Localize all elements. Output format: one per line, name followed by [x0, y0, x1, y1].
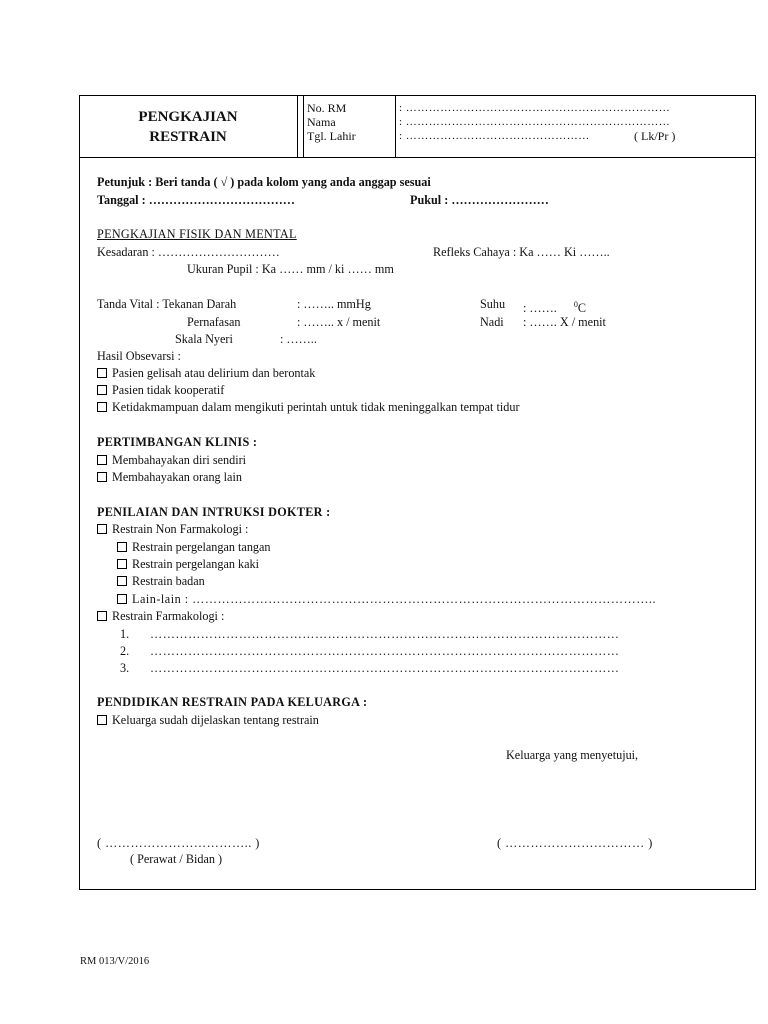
no-rm-field[interactable]: : …………………………………………………………… — [399, 102, 671, 114]
non-farmakologi-item[interactable] — [117, 574, 205, 589]
header-label-tgl-lahir: Tgl. Lahir — [307, 129, 356, 143]
keluarga-item-label: Keluarga sudah dijelaskan tentang restrain — [112, 713, 319, 727]
farmakologi-number: 2. — [120, 644, 130, 658]
gender-option[interactable]: ( Lk/Pr ) — [634, 129, 676, 143]
footer-form-code: RM 013/V/2016 — [80, 956, 150, 967]
klinis-heading: PERTIMBANGAN KLINIS : — [97, 435, 258, 449]
checkbox-icon[interactable] — [97, 368, 107, 378]
observasi-item-label: Ketidakmampuan dalam mengikuti perintah untuk tidak meninggalkan tempat tidur — [112, 400, 520, 414]
header-label-nama: Nama — [307, 115, 336, 129]
suhu-unit-sup: 0 — [573, 300, 578, 309]
checkbox-icon[interactable] — [97, 472, 107, 482]
non-farmakologi-option[interactable] — [97, 522, 248, 537]
checkbox-icon[interactable] — [97, 385, 107, 395]
klinis-item[interactable] — [97, 453, 246, 468]
nama-field[interactable]: : …………………………………………………………… — [399, 116, 671, 128]
signature-left-field[interactable]: ( …………………………….. ) — [97, 836, 260, 850]
header-title-divider-inner — [303, 95, 304, 157]
header-divider — [79, 157, 756, 158]
header-label-no-rm: No. RM — [307, 101, 347, 115]
non-farmakologi-item-label: Restrain badan — [132, 574, 205, 588]
form-title — [78, 107, 298, 147]
farmakologi-line-field[interactable]: ………………………………………………………………………………………………… — [150, 644, 620, 658]
farmakologi-number: 3. — [120, 661, 130, 675]
observasi-item-label: Pasien tidak kooperatif — [112, 383, 225, 397]
pernafasan-label: Pernafasan — [187, 315, 241, 329]
non-farmakologi-item[interactable] — [117, 540, 271, 555]
farmakologi-number: 1. — [120, 627, 130, 641]
skala-nyeri-field[interactable]: : …….. — [280, 332, 317, 346]
checkbox-icon[interactable] — [97, 715, 107, 725]
dokter-heading: PENILAIAN DAN INTRUKSI DOKTER : — [97, 505, 331, 519]
form-title-line2: RESTRAIN — [149, 129, 227, 145]
farmakologi-option[interactable] — [97, 609, 224, 624]
observasi-item[interactable] — [97, 400, 520, 415]
fisik-heading: PENGKAJIAN FISIK DAN MENTAL — [97, 227, 297, 241]
non-farmakologi-item-label: Restrain pergelangan kaki — [132, 557, 260, 571]
hasil-observasi-label: Hasil Obsevarsi : — [97, 349, 181, 363]
checkbox-icon[interactable] — [117, 594, 127, 604]
suhu-unit-letter: C — [577, 301, 587, 316]
lain-lain-option[interactable] — [117, 592, 656, 607]
checkbox-icon[interactable] — [117, 542, 127, 552]
pukul-field[interactable]: Pukul : …………………… — [410, 193, 549, 207]
skala-nyeri-label: Skala Nyeri — [175, 332, 233, 346]
nadi-field[interactable]: : ……. X / menit — [523, 315, 606, 329]
signature-right-field[interactable]: ( …………………………… ) — [497, 836, 653, 850]
non-farmakologi-item-label: Restrain pergelangan tangan — [132, 540, 271, 554]
farmakologi-label: Restrain Farmakologi : — [112, 609, 225, 623]
suhu-unit — [574, 301, 586, 315]
tanggal-field[interactable]: Tanggal : ……………………………… — [97, 193, 295, 207]
farmakologi-line-field[interactable]: ………………………………………………………………………………………………… — [150, 627, 620, 641]
instruction-text: Petunjuk : Beri tanda ( √ ) pada kolom yang anda anggap sesuai — [97, 175, 431, 189]
non-farmakologi-item[interactable] — [117, 557, 259, 572]
nadi-label: Nadi — [480, 315, 504, 329]
ukuran-pupil-field[interactable]: Ukuran Pupil : Ka …… mm / ki …… mm — [187, 262, 394, 276]
tgl-lahir-field[interactable]: : ………………………………………… — [399, 130, 590, 142]
farmakologi-line-field[interactable]: ………………………………………………………………………………………………… — [150, 661, 620, 675]
tekanan-darah-field[interactable]: : …….. mmHg — [297, 297, 371, 311]
observasi-item[interactable] — [97, 366, 315, 381]
non-farmakologi-label: Restrain Non Farmakologi : — [112, 522, 249, 536]
suhu-label: Suhu — [480, 297, 506, 311]
checkbox-icon[interactable] — [97, 402, 107, 412]
suhu-field[interactable] — [523, 297, 586, 316]
refleks-cahaya-field[interactable]: Refleks Cahaya : Ka …… Ki …….. — [433, 245, 610, 259]
header-field-divider — [395, 95, 396, 157]
signature-left-caption: ( Perawat / Bidan ) — [130, 852, 223, 866]
lain-lain-field[interactable]: Lain-lain : ……………………………………………………………………………………………….. — [132, 592, 656, 606]
klinis-item-label: Membahayakan diri sendiri — [112, 453, 247, 467]
checkbox-icon[interactable] — [97, 524, 107, 534]
tanda-vital-label: Tanda Vital : Tekanan Darah — [97, 297, 237, 311]
checkbox-icon[interactable] — [117, 576, 127, 586]
kesadaran-field[interactable]: Kesadaran : ………………………… — [97, 245, 280, 259]
keluarga-heading: PENDIDIKAN RESTRAIN PADA KELUARGA : — [97, 695, 368, 709]
klinis-item-label: Membahayakan orang lain — [112, 470, 242, 484]
keluarga-item[interactable] — [97, 713, 319, 728]
observasi-item-label: Pasien gelisah atau delirium dan berontak — [112, 366, 316, 380]
pernafasan-field[interactable]: : …….. x / menit — [297, 315, 381, 329]
checkbox-icon[interactable] — [97, 611, 107, 621]
klinis-item[interactable] — [97, 470, 242, 485]
keluarga-menyetujui-label: Keluarga yang menyetujui, — [506, 748, 639, 762]
checkbox-icon[interactable] — [117, 559, 127, 569]
form-border — [79, 95, 756, 890]
observasi-item[interactable] — [97, 383, 224, 398]
form-title-line1: PENGKAJIAN — [138, 109, 238, 125]
checkbox-icon[interactable] — [97, 455, 107, 465]
suhu-value: : ……. — [523, 301, 557, 316]
